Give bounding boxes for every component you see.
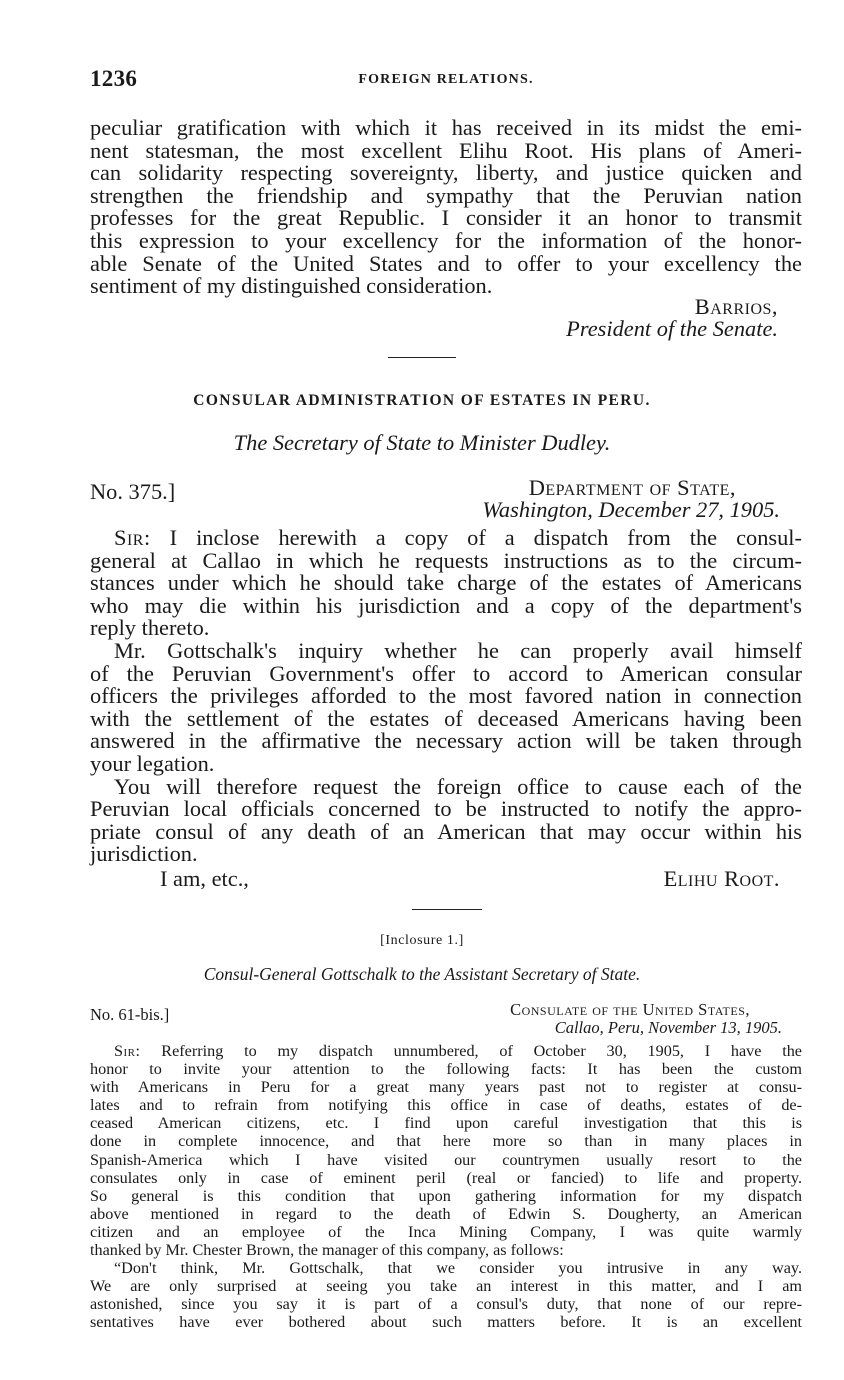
letter-continuation: [90, 117, 802, 298]
salutation: Sir:: [114, 1042, 141, 1060]
text-line: astonished, since you say it is part of a consul's duty, that none of our repre-: [90, 1295, 802, 1314]
text-line: done in complete innocence, and that here more so than in many places in: [90, 1132, 802, 1151]
dispatch-number: No. 375.]: [90, 479, 176, 504]
text-line: We are only surprised at seeing you take an interest in this matter, and I am: [90, 1277, 802, 1296]
text-line: You will therefore request the foreign office to cause each of the: [114, 773, 802, 799]
text-line: this expression to your excellency for the information of the honor-: [90, 227, 802, 253]
page-header: [90, 66, 802, 96]
quoted-paragraph: [90, 1259, 802, 1331]
inclosure-body: [90, 1042, 802, 1332]
text-line: “Don't think, Mr. Gottschalk, that we consider you intrusive in any way.: [114, 1259, 802, 1278]
text-line: officers the privileges afforded to the most favored nation in connection: [90, 683, 802, 709]
text-line: honor to invite your attention to the following facts: It has been the custom: [90, 1060, 802, 1079]
text-line: stances under which he should take charge of the estates of Americans: [90, 570, 802, 596]
text-line: able Senate of the United States and to offer to your excellency the: [90, 250, 802, 276]
text-line: of the Peruvian Government's offer to accord to American consular: [90, 660, 802, 686]
text-line: So general is this condition that upon gathering information for my dispatch: [90, 1186, 802, 1205]
text-line: sentiment of my distinguished consideration.: [90, 273, 493, 299]
text-line: citizen and an employee of the Inca Mining Company, I was quite warmly: [90, 1222, 802, 1241]
text-line: who may die within his jurisdiction and a copy of the department's: [90, 592, 802, 618]
paragraph: [90, 773, 802, 867]
signature-name: Barrios,: [694, 294, 778, 319]
paragraph: [90, 527, 802, 640]
text-line: reply thereto.: [90, 615, 210, 641]
text-line: priate consul of any death of an American that may occur within his: [90, 818, 802, 844]
letter-heading: The Secretary of State to Minister Dudley.: [233, 430, 611, 455]
text-line: Peruvian local officials concerned to be instructed to notify the appro-: [90, 796, 802, 822]
text-line: can solidarity respecting sovereignty, liberty, and justice quicken and: [90, 160, 802, 186]
section-divider: [388, 357, 456, 358]
closing: I am, etc.,: [160, 866, 249, 891]
text-line: jurisdiction.: [90, 841, 198, 867]
text-line: above mentioned in regard to the death of Edwin S. Dougherty, an American: [90, 1204, 802, 1223]
place-date: Washington, December 27, 1905.: [482, 497, 780, 522]
page-number: 1236: [90, 66, 138, 91]
signature-title: President of the Senate.: [566, 316, 778, 341]
text-line: ceased American citizens, etc. I find upon careful investigation that this is: [90, 1114, 802, 1133]
section-divider: [412, 909, 482, 910]
text-line: thanked by Mr. Chester Brown, the manager of this company, as follows:: [90, 1241, 564, 1260]
text-line: Sir: Referring to my dispatch unnumbered, of October 30, 1905, I have the: [114, 1042, 802, 1060]
text-line: consulates only in case of eminent peril (real or fancied) to life and property.: [90, 1168, 802, 1187]
inclosure-label: [Inclosure 1.]: [380, 933, 464, 948]
text-line: nent statesman, the most excellent Elihu Root. His plans of Ameri-: [90, 137, 802, 163]
text-line: your legation.: [90, 750, 215, 776]
running-title: FOREIGN RELATIONS.: [358, 72, 534, 87]
text-line: answered in the affirmative the necessary action will be taken through: [90, 728, 802, 754]
text-line: peculiar gratification with which it has received in its midst the emi-: [90, 115, 802, 140]
text-line: professes for the great Republic. I consider it an honor to transmit: [90, 205, 802, 231]
paragraph: [90, 1042, 802, 1259]
paragraph: [90, 637, 802, 776]
section-heading: CONSULAR ADMINISTRATION OF ESTATES IN PERU.: [193, 392, 651, 409]
text-line: with the settlement of the estates of deceased Americans having been: [90, 705, 802, 731]
text-line: Spanish-America which I have visited our countrymen usually resort to the: [90, 1150, 802, 1169]
sender-office: Department of State,: [528, 475, 736, 500]
letter-body: [90, 527, 802, 866]
text-line: with Americans in Peru for a great many years past not to register at consu-: [90, 1078, 802, 1097]
signature: Elihu Root.: [663, 866, 780, 891]
inclosure-office: Consulate of the United States,: [510, 1000, 750, 1019]
text-line: general at Callao in which he requests instructions as to the circum-: [90, 547, 802, 573]
inclosure-heading: Consul-General Gottschalk to the Assistant Secretary of State.: [203, 964, 641, 984]
text-line: sentatives have ever bothered about such matters before. It is an excellent: [90, 1313, 802, 1332]
text-line: strengthen the friendship and sympathy that the Peruvian nation: [90, 182, 802, 208]
inclosure-place-date: Callao, Peru, November 13, 1905.: [554, 1018, 782, 1037]
inclosure-number: No. 61-bis.]: [90, 1005, 170, 1024]
text-line: Sir: I inclose herewith a copy of a dispatch from the consul-: [114, 525, 802, 550]
text-line: lates and to refrain from notifying this office in case of deaths, estates of de-: [90, 1096, 802, 1115]
salutation: Sir:: [114, 525, 151, 550]
text-line: Mr. Gottschalk's inquiry whether he can properly avail himself: [114, 637, 802, 663]
